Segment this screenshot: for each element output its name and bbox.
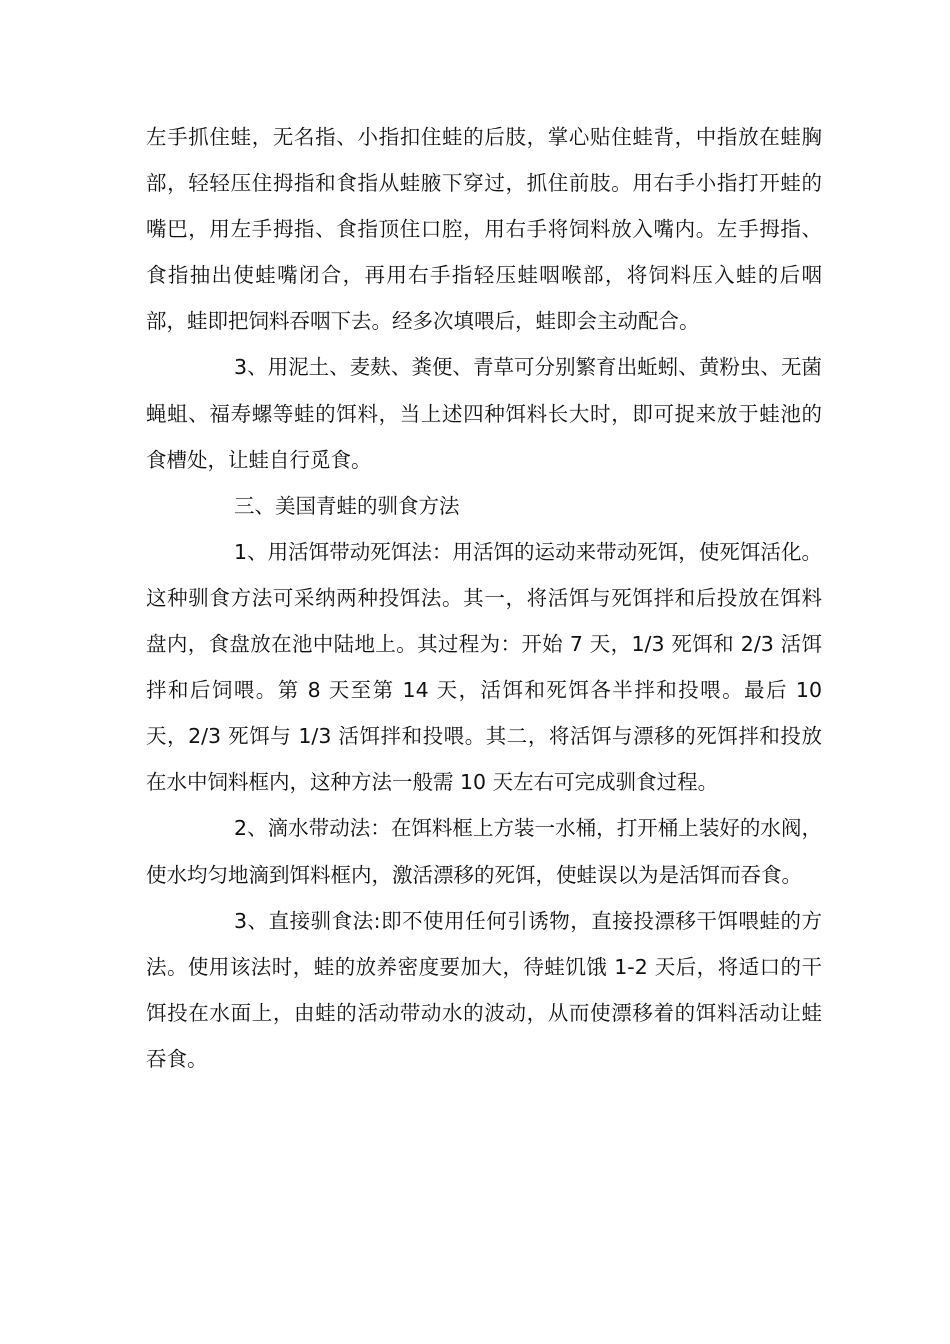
- paragraph-method-1: 1、用活饵带动死饵法：用活饵的运动来带动死饵，使死饵活化。这种驯食方法可采纳两种投饵法。其一，将活饵与死饵拌和后投放在饵料盘内，食盘放在池中陆地上。其过程为：开始 7 天，1/3 死饵和 2/3 活饵拌和后饲喂。第 8 天至第 14 天，活饵和死饵各半拌和投喂。最后 10 天，2/3 死饵与 1/3 活饵拌和投喂。其二，将活饵与漂移的死饵拌和投放在水中饲料框内，这种方法一般需 10 天左右可完成驯食过程。: [146, 539, 822, 795]
- paragraph-item-3-feed: 3、用泥土、麦麸、粪便、青草可分别繁育出蚯蚓、黄粉虫、无菌蝇蛆、福寿螺等蛙的饵料，当上述四种饵料长大时，即可捉来放于蛙池的食槽处，让蛙自行觅食。: [146, 355, 822, 472]
- paragraph-method-3: 3、直接驯食法:即不使用任何引诱物，直接投漂移干饵喂蛙的方法。使用该法时，蛙的放养密度要加大，待蛙饥饿 1-2 天后，将适口的干饵投在水面上，由蛙的活动带动水的波动，从而使漂移着的饵料活动让蛙吞食。: [146, 908, 822, 1071]
- paragraph-method-2: 2、滴水带动法：在饵料框上方装一水桶，打开桶上装好的水阀，使水均匀地滴到饵料框内，激活漂移的死饵，使蛙误以为是活饵而吞食。: [146, 816, 822, 887]
- paragraph-continued: 左手抓住蛙，无名指、小指扣住蛙的后肢，掌心贴住蛙背，中指放在蛙胸部，轻轻压住拇指和食指从蛙腋下穿过，抓住前肢。用右手小指打开蛙的嘴巴，用左手拇指、食指顶住口腔，用右手将饲料放入嘴内。左手拇指、食指抽出使蛙嘴闭合，再用右手指轻压蛙咽喉部，将饲料压入蛙的后咽部，蛙即把饲料吞咽下去。经多次填喂后，蛙即会主动配合。: [146, 125, 822, 334]
- section-heading: 三、美国青蛙的驯食方法: [234, 493, 460, 518]
- document-body: [146, 114, 822, 1082]
